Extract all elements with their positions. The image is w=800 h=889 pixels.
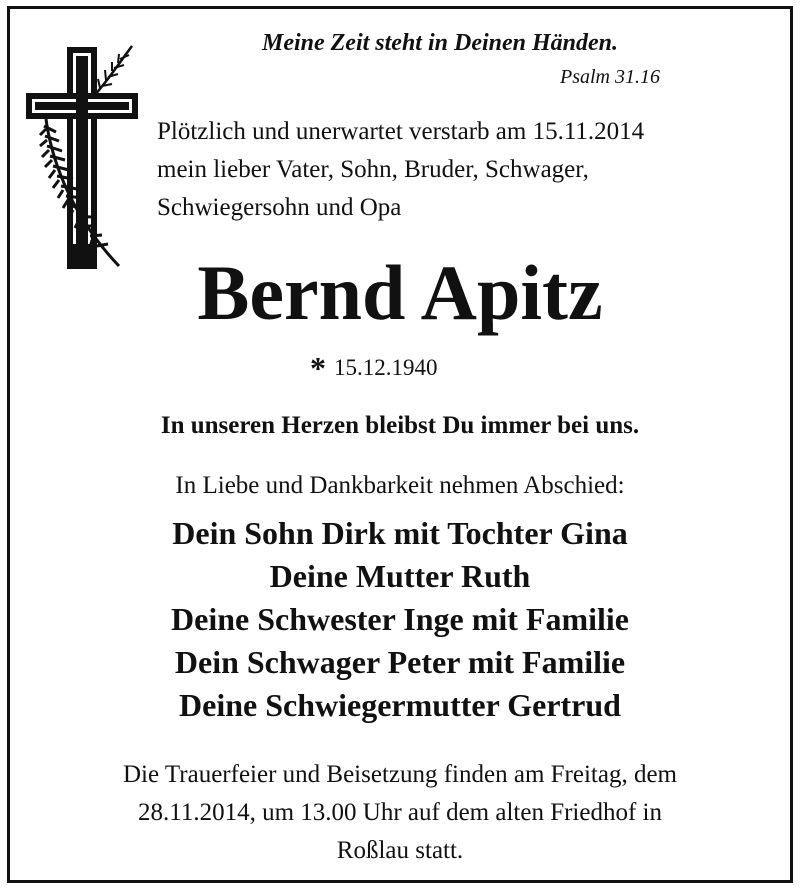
heart-line: In unseren Herzen bleibst Du immer bei uns. xyxy=(160,412,640,439)
mourner-line: Dein Schwager Peter mit Familie xyxy=(174,644,626,680)
ceremony-line: 28.11.2014, um 13.00 Uhr auf dem alten Friedhof in xyxy=(138,799,662,826)
mourner-line: Dein Sohn Dirk mit Tochter Gina xyxy=(172,515,628,551)
cross-with-palm-icon xyxy=(24,44,139,272)
birth-star-icon: * xyxy=(310,350,326,386)
mourner-line: Deine Mutter Ruth xyxy=(269,558,531,594)
intro-line: Schwiegersohn und Opa xyxy=(157,194,402,221)
motto: Meine Zeit steht in Deinen Händen. xyxy=(261,30,618,56)
mourner-line: Deine Schwiegermutter Gertrud xyxy=(179,687,621,723)
deceased-name: Bernd Apitz xyxy=(197,249,603,336)
ceremony-line: Roßlau statt. xyxy=(336,837,464,864)
ceremony-line: Die Trauerfeier und Beisetzung finden am Freitag, dem xyxy=(122,761,678,788)
birth-date xyxy=(310,350,438,387)
motto-source: Psalm 31.16 xyxy=(560,66,660,88)
farewell-intro: In Liebe und Dankbarkeit nehmen Abschied: xyxy=(175,472,625,499)
mourner-line: Deine Schwester Inge mit Familie xyxy=(171,601,629,637)
intro-line: mein lieber Vater, Sohn, Bruder, Schwager, xyxy=(157,156,589,183)
birth-date-value: 15.12.1940 xyxy=(334,355,438,380)
intro-line: Plötzlich und unerwartet verstarb am 15.11.2014 xyxy=(157,118,645,145)
